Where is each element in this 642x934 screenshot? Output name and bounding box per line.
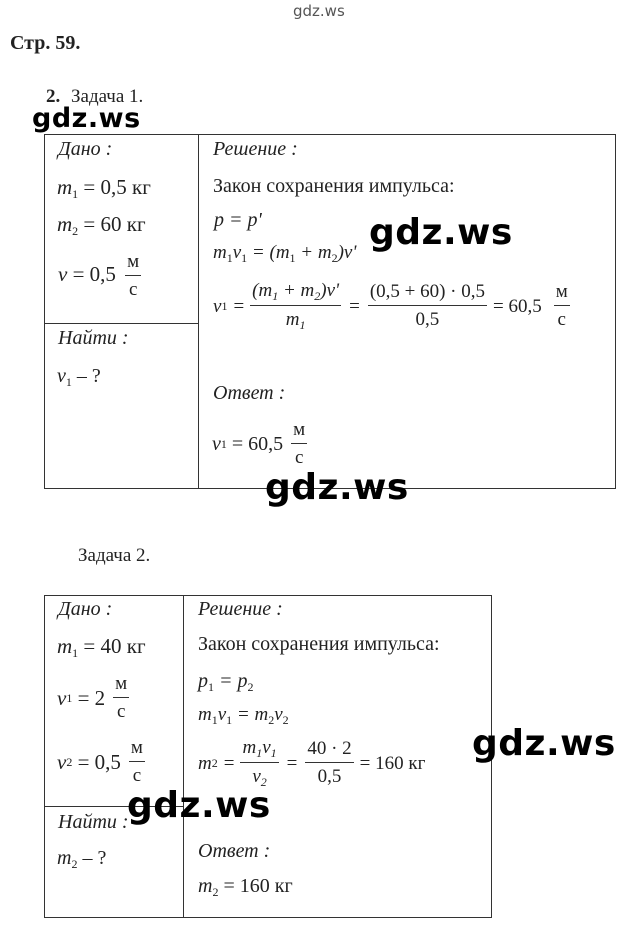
watermark: gdz.ws [265, 467, 409, 508]
task1-given-m1: $m_1 = 0,5$ кг [57, 175, 151, 201]
exercise-number: 2. [46, 86, 61, 107]
task1-answer-label: Ответ : [213, 382, 286, 404]
page-reference: Стр. 59. [10, 32, 81, 54]
task1-eq2: $m_1v_1 = (m_1 + m_2)v'$ [213, 242, 357, 265]
task1-solution-label: Решение : [213, 138, 298, 160]
watermark: gdz.ws [32, 103, 141, 134]
task1-eq3: v 1 = $\frac{(m_1 + m_2)v'}{m_1}$ = $\frac{(0,5 + 60) \cdot 0,5}{0,5}$ = 60,5 $\frac{м}{с}$ [213, 280, 568, 333]
task2-eq1: $p_1 = p_2$ [198, 670, 254, 694]
task2-eq2: $m_1v_1 = m_2v_2$ [198, 704, 289, 727]
task2-answer-label: Ответ : [198, 840, 271, 862]
task2-law: Закон сохранения импульса: [198, 633, 440, 655]
task1-title: Задача 1. [71, 86, 144, 107]
task2-solution-label: Решение : [198, 598, 283, 620]
task2-given-v2: v 2 = 0,5 $\frac{м}{с}$ [57, 737, 143, 786]
task1-find-label: Найти : [58, 327, 129, 349]
task2-given-label: Дано : [58, 598, 113, 620]
watermark: gdz.ws [472, 723, 616, 764]
task2-title: Задача 2. [78, 545, 151, 566]
task1-find-value: $v_1$ – ? [57, 365, 101, 389]
watermark-top: gdz.ws [293, 2, 345, 20]
task2-find-label: Найти : [58, 811, 129, 833]
task2-divider [183, 595, 184, 917]
task2-given-v1: v 1 = 2 $\frac{м}{с}$ [57, 673, 128, 722]
watermark: gdz.ws [127, 785, 271, 826]
task2-answer: $m_2 = 160$ кг [198, 875, 293, 899]
task2-eq3: m 2 = $\frac{m_1v_1}{v_2}$ = $\frac{40 \cdot 2}{0,5}$ = 160 кг [198, 737, 426, 790]
task1-answer: v 1 = 60,5 $\frac{м}{с}$ [212, 419, 306, 468]
task1-divider [198, 134, 199, 488]
task1-given-m2: $m_2 = 60$ кг [57, 212, 146, 238]
task1-given-v: v = 0,5 $\frac{м}{с}$ [58, 251, 140, 300]
task1-given-separator [44, 323, 199, 324]
task1-law: Закон сохранения импульса: [213, 175, 455, 197]
watermark: gdz.ws [369, 212, 513, 253]
task1-eq1: p = p' [214, 209, 262, 231]
task2-find-value: $m_2$ – ? [57, 847, 107, 871]
task1-given-label: Дано : [58, 138, 113, 160]
task2-given-m1: $m_1 = 40$ кг [57, 634, 146, 660]
